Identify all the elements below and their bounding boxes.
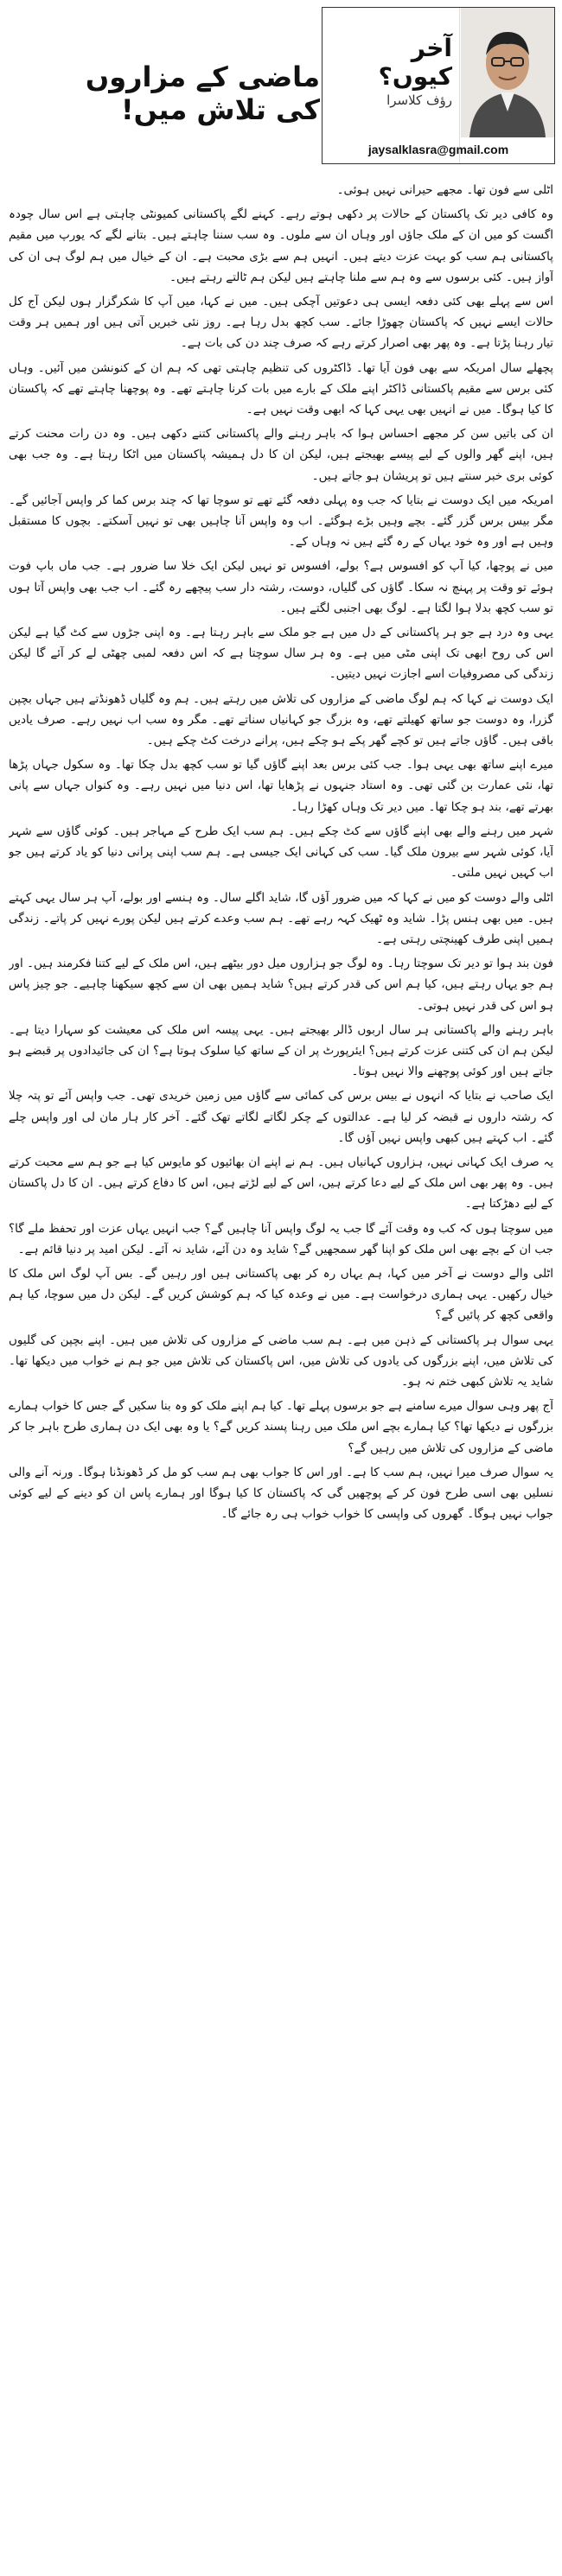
paragraph: ان کی باتیں سن کر مجھے احساس ہوا کہ باہر رہنے والے پاکستانی کتنے دکھی ہیں۔ وہ دن رات محنت کرتے ہیں، اپنے گھر والوں کے لیے پیسے بھیجتے ہیں، لیکن ان کا دل ہمیشہ پاکستان میں اٹکا رہتا ہے۔ وہ جب بھی کوئی بری خبر سنتے ہیں تو پریشان ہو جاتے ہیں۔ (9, 427, 553, 483)
paragraph: یہی وہ درد ہے جو ہر پاکستانی کے دل میں ہے جو ملک سے باہر رہتا ہے۔ وہ اپنی جڑوں سے کٹ گیا ہے لیکن اس کی روح ابھی تک اپنی مٹی میں ہے۔ وہ ہر سال سوچتا ہے کہ اس دفعہ لمبی چھٹی لے کر آئے گا لیکن زندگی کی مصروفیات اسے اجازت نہیں دیتیں۔ (9, 626, 553, 682)
paragraph: شہر میں رہنے والے بھی اپنے گاؤں سے کٹ چکے ہیں۔ ہم سب ایک طرح کے مہاجر ہیں۔ کوئی گاؤں سے شہر آیا، کوئی شہر سے بیرون ملک گیا۔ سب کی کہانی ایک جیسی ہے۔ ہم سب اپنی پرانی دنیا کو یاد کرتے ہیں جو اب کہیں نہیں ملتی۔ (9, 824, 553, 881)
paragraph: میں نے پوچھا، کیا آپ کو افسوس ہے؟ بولے، افسوس تو نہیں لیکن ایک خلا سا ضرور ہے۔ جب ماں باپ فوت ہوئے تو وقت پر پہنچ نہ سکا۔ گاؤں کی گلیاں، دوست، رشتہ دار سب پیچھے رہ گئے۔ اب جب بھی واپس آتا ہوں تو سب کچھ بدلا ہوا لگتا ہے۔ لوگ بھی اجنبی لگتے ہیں۔ (9, 559, 553, 615)
column-name: آخر کیوں؟ (378, 34, 452, 91)
article-headline: ماضی کے مزاروں کی تلاش میں! (85, 60, 320, 126)
article-body (9, 180, 553, 2569)
paragraph: یہی سوال ہر پاکستانی کے ذہن میں ہے۔ ہم سب ماضی کے مزاروں کی تلاش میں ہیں۔ اپنے بچپن کی گلیوں کی تلاش میں، اپنے بزرگوں کی یادوں کی تلاش میں، اس پاکستان کی تلاش میں جو ہم نے خواب میں دیکھا تھا۔ شاید یہ تلاش کبھی ختم نہ ہو۔ (9, 1333, 553, 1389)
author-name: رؤف کلاسرا (386, 92, 452, 108)
paragraph: پچھلے سال امریکہ سے بھی فون آیا تھا۔ ڈاکٹروں کی تنظیم چاہتی تھی کہ ہم ان کے کنونشن میں آئیں۔ وہاں کئی برس سے مقیم پاکستانی ڈاکٹر اپنے ملک کے بارے میں بات کرنا چاہتے تھے۔ وہ پوچھنا چاہتے تھے کہ پاکستان کا کیا ہوگا۔ میں نے انہیں بھی یہی کہا کہ ابھی وقت نہیں ہے۔ (9, 360, 553, 417)
author-email: jaysalklasra@gmail.com (367, 143, 509, 156)
paragraph: اٹلی سے فون تھا۔ مجھے حیرانی نہیں ہوئی۔ (336, 183, 553, 197)
paragraph: آج پھر وہی سوال میرے سامنے ہے جو برسوں پہلے تھا۔ کیا ہم اپنے ملک کو وہ بنا سکیں گے جس کا خواب ہمارے بزرگوں نے دیکھا تھا؟ کیا ہمارے بچے اس ملک میں رہنا پسند کریں گے؟ یا وہ بھی ایک دن ہماری طرح باہر جا کر ماضی کے مزاروں کی تلاش میں رہیں گے؟ (9, 1399, 553, 1455)
paragraph: وہ کافی دیر تک پاکستان کے حالات پر دکھی ہوتے رہے۔ کہنے لگے پاکستانی کمیونٹی چاہتی ہے اس سال چودہ اگست کو میں ان کے ملک جاؤں اور وہاں ان سے ملوں۔ وہ سب سننا چاہتے ہیں۔ بتانے لگے کہ یورپ میں مقیم پاکستانی ہم سب کو بہت عزت دیتے ہیں۔ انہیں ہم سے بڑی محبت ہے۔ ان کے خیال میں ہم لوگ ہی ان کی آواز ہیں۔ کئی برسوں سے وہ ہم سے ملنا چاہتے ہیں لیکن ہم ٹالتے رہتے ہیں۔ (9, 207, 553, 284)
paragraph: باہر رہنے والے پاکستانی ہر سال اربوں ڈالر بھیجتے ہیں۔ یہی پیسہ اس ملک کی معیشت کو سہارا دیتا ہے۔ لیکن ہم ان کی کتنی عزت کرتے ہیں؟ ایئرپورٹ پر ان کے ساتھ کیا سلوک ہوتا ہے؟ ان کی جائیدادوں پر قبضے ہو جاتے ہیں اور کوئی پوچھنے والا نہیں ہوتا۔ (9, 1022, 553, 1079)
author-photo (461, 8, 554, 137)
paragraph: میرے اپنے ساتھ بھی یہی ہوا۔ جب کئی برس بعد اپنے گاؤں گیا تو سب کچھ بدل چکا تھا۔ وہ سکول جہاں پڑھا تھا، نئی عمارت بن گئی تھی۔ وہ استاد جنہوں نے پڑھایا تھا، اس دنیا میں نہیں رہے۔ وہ کنواں جہاں سے پانی بھرتے تھے، بند ہو چکا تھا۔ میں دیر تک وہاں کھڑا رہا۔ (9, 758, 553, 814)
paragraph: فون بند ہوا تو دیر تک سوچتا رہا۔ وہ لوگ جو ہزاروں میل دور بیٹھے ہیں، اس ملک کے لیے کتنا فکرمند ہیں۔ اور ہم جو یہاں رہتے ہیں، کیا ہم اس کی قدر کرتے ہیں؟ شاید ہمیں بھی ان سے کچھ سیکھنا چاہیے۔ جو چیز پاس ہو اس کی قدر نہیں ہوتی۔ (9, 957, 553, 1013)
column-title-band (323, 8, 460, 163)
paragraph: اس سے پہلے بھی کئی دفعہ ایسی ہی دعوتیں آچکی ہیں۔ میں نے کہا، میں آپ کا شکرگزار ہوں لیکن آج کل حالات ایسے نہیں کہ پاکستان چھوڑا جائے۔ سب کچھ بدل رہا ہے۔ روز نئی خبریں آتی ہیں اور ہمیں ہر وقت تیار رہنا پڑتا ہے۔ وہ پھر بھی اصرار کرتے رہے کہ صرف چند دن کی بات ہے۔ (9, 295, 553, 351)
paragraph: میں سوچتا ہوں کہ کب وہ وقت آئے گا جب یہ لوگ واپس آنا چاہیں گے؟ جب انہیں یہاں عزت اور تحفظ ملے گا؟ جب ان کے بچے بھی اس ملک کو اپنا گھر سمجھیں گے؟ شاید وہ دن آئے، شاید نہ آئے۔ لیکن امید پر دنیا قائم ہے۔ (9, 1221, 553, 1256)
author-portrait-icon (461, 8, 554, 137)
paragraph: اٹلی والے دوست کو میں نے کہا کہ میں ضرور آؤں گا، شاید اگلے سال۔ وہ ہنسے اور بولے، آپ ہر سال یہی کہتے ہیں۔ میں بھی ہنس پڑا۔ شاید وہ ٹھیک کہہ رہے تھے۔ ہم سب وعدے کرتے ہیں لیکن پورے نہیں کر پاتے۔ زندگی ہمیں اپنی طرف کھینچتی رہتی ہے۔ (9, 890, 553, 946)
paragraph: یہ صرف ایک کہانی نہیں، ہزاروں کہانیاں ہیں۔ ہم نے اپنے ان بھائیوں کو مایوس کیا ہے جو ہم سے محبت کرتے ہیں۔ وہ پھر بھی اس ملک کے لیے دعا کرتے ہیں، اس کے لیے لڑتے ہیں، اس کا دفاع کرتے ہیں۔ ان کا دل پاکستان کے لیے دھڑکتا ہے۔ (9, 1154, 553, 1212)
paragraph: امریکہ میں ایک دوست نے بتایا کہ جب وہ پہلی دفعہ گئے تھے تو سوچا تھا کہ چند برس کما کر واپس آجائیں گے۔ مگر بیس برس گزر گئے۔ بچے وہیں بڑے ہوگئے۔ اب وہ واپس آنا چاہیں بھی تو نہیں آسکتے۔ بچوں کا مستقبل وہیں ہے اور وہ خود یہاں کے رہ گئے ہیں نہ وہاں کے۔ (9, 493, 553, 550)
column-header (0, 0, 562, 173)
column-logo-box (322, 7, 555, 164)
paragraph: یہ سوال صرف میرا نہیں، ہم سب کا ہے۔ اور اس کا جواب بھی ہم سب کو مل کر ڈھونڈنا ہوگا۔ ورنہ آنے والی نسلیں بھی اسی طرح فون کر کے پوچھیں گی کہ پاکستان کا کیا ہوگا اور ہمارے پاس ان کو دینے کے لیے کوئی جواب نہیں ہوگا۔ گھروں کی واپسی کا خواب خواب ہی رہ جائے گا۔ (9, 1465, 553, 1522)
paragraph: ایک دوست نے کہا کہ ہم لوگ ماضی کے مزاروں کی تلاش میں رہتے ہیں۔ ہم وہ گلیاں ڈھونڈتے ہیں جہاں بچپن گزرا، وہ دوست جو ساتھ کھیلتے تھے، وہ بزرگ جو کہانیاں سناتے تھے۔ مگر وہ سب اب نہیں رہے۔ صرف یادیں باقی ہیں۔ گاؤں جاتے ہیں تو کچے گھر پکے ہو چکے ہیں، پرانے درخت کٹ چکے ہیں۔ (9, 691, 553, 748)
paragraph: ایک صاحب نے بتایا کہ انہوں نے بیس برس کی کمائی سے گاؤں میں زمین خریدی تھی۔ جب واپس آئے تو پتہ چلا کہ رشتہ داروں نے قبضہ کر لیا ہے۔ عدالتوں کے چکر لگاتے لگاتے تھک گئے۔ آخر کار ہار مان لی اور واپس چلے گئے۔ اب کہتے ہیں کبھی واپس نہیں آؤں گا۔ (9, 1089, 553, 1145)
paragraph: اٹلی والے دوست نے آخر میں کہا، ہم یہاں رہ کر بھی پاکستانی ہیں اور رہیں گے۔ بس آپ لوگ اس ملک کا خیال رکھیں۔ یہی ہماری درخواست ہے۔ میں نے وعدہ کیا کہ ہم کوشش کریں گے۔ لیکن دل میں سوچا، کیا ہم واقعی کچھ کر پائیں گے؟ (9, 1266, 553, 1323)
